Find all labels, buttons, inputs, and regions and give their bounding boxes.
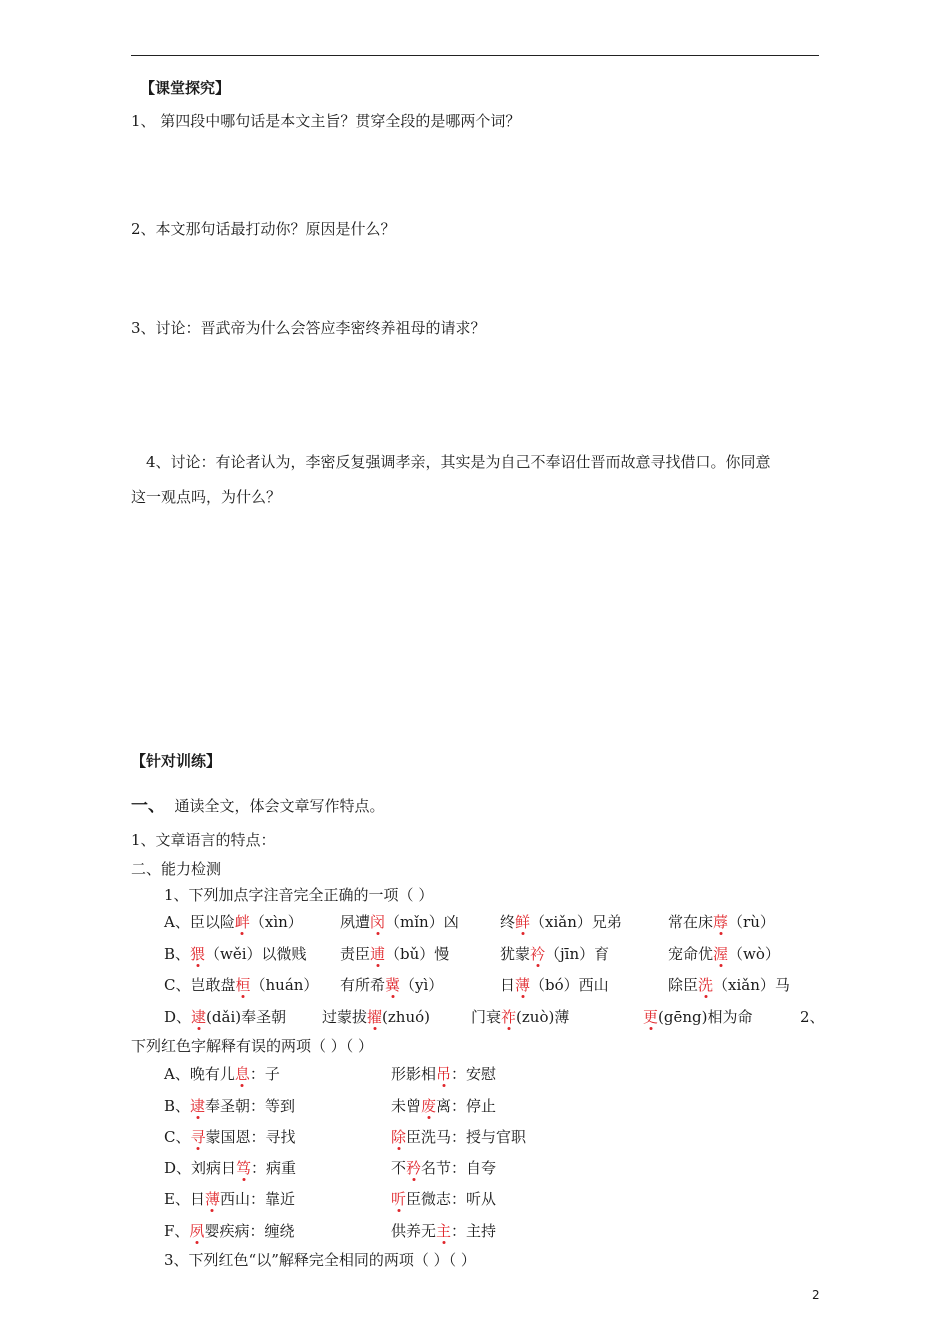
text-fragment: 婴疾病：缠绕 [204,1222,295,1240]
section-title-training: 【针对训练】 [131,752,222,770]
dotted-char: 薄 [204,1190,220,1208]
dotted-char: 薄 [515,976,531,994]
ex1-option-a-part-1 [164,912,303,932]
dotted-char: 矜 [406,1159,422,1177]
dotted-char: 逮 [190,1097,206,1115]
text-fragment: (zuò)薄 [516,1008,570,1026]
ex1-option-d-part-3 [471,1007,569,1027]
ex1-option-a-part-4 [668,912,775,932]
ex2-right-text [391,1128,526,1146]
ex2-option-c-right [391,1127,526,1147]
ex2-option-f-right [391,1221,496,1241]
text-fragment: （yì） [400,976,444,994]
dotted-char: 擢 [367,1008,383,1026]
ex1-option-d-part-4 [643,1007,752,1027]
ex1-option-a-part-3 [500,912,622,932]
text-fragment: D、刘病日 [164,1159,237,1177]
text-fragment: 西山：靠近 [219,1190,295,1208]
question-4-line2: 这一观点吗，为什么？ [131,488,282,506]
text-fragment: （rù） [728,913,775,931]
text-fragment: F、 [164,1222,190,1240]
text-fragment: 犹蒙 [500,945,531,963]
ex2-left-text [164,1065,280,1083]
text-fragment: (zhuó) [382,1008,430,1026]
question-2: 2、本文那句话最打动你？原因是什么？ [131,220,396,238]
text-fragment: （bǔ）慢 [385,945,450,963]
ex2-left-text [164,1097,295,1115]
text-fragment: 离：停止 [436,1097,497,1115]
dotted-char: 衿 [530,945,546,963]
dotted-char: 衅 [234,913,250,931]
ex1-option-c-part-1 [164,975,318,995]
exercise-3-title: 3、下列红色“以”解释完全相同的两项（ ）（ ） [164,1251,476,1269]
dotted-char: 听 [391,1190,407,1208]
text-fragment: （wěi）以微贱 [205,945,307,963]
text-fragment: 名节：自夸 [421,1159,497,1177]
text-fragment: （xiǎn）马 [713,976,790,994]
ex2-left-text [164,1128,296,1146]
ex2-right-text [391,1097,496,1115]
text-fragment: D、 [164,1008,192,1026]
part-1-text: 通读全文，体会文章写作特点。 [174,797,385,815]
dotted-char: 废 [421,1097,437,1115]
dotted-char: 逮 [191,1008,207,1026]
text-fragment: 除臣 [668,976,699,994]
ex2-right-text [391,1190,496,1208]
dotted-char: 鲜 [515,913,531,931]
part-1-heading [131,796,385,816]
text-fragment: 不 [391,1159,407,1177]
text-fragment: 形影相 [391,1065,437,1083]
dotted-char: 祚 [501,1008,517,1026]
text-fragment: ：子 [249,1065,280,1083]
text-fragment: 未曾 [391,1097,422,1115]
ex2-left-text [164,1159,296,1177]
part-2-heading: 二、能力检测 [131,860,222,878]
text-fragment: 有所希 [340,976,386,994]
ex2-option-a-left [164,1064,280,1084]
dotted-char: 渥 [713,945,729,963]
ex2-left-text [164,1222,294,1240]
ex1-option-c-part-4 [668,975,790,995]
text-fragment: （xiǎn）兄弟 [530,913,622,931]
ex2-option-e-right [391,1189,496,1209]
question-1: 1、 第四段中哪句话是本文主旨？贯穿全段的是哪两个词？ [131,112,521,130]
text-fragment: (dǎi)奉圣朝 [206,1008,287,1026]
ex2-left-text [164,1190,295,1208]
ex1-option-a-part-2 [340,912,459,932]
text-fragment: 日 [500,976,516,994]
dotted-char: 更 [643,1008,659,1026]
text-fragment: 供养无 [391,1222,437,1240]
ex1-option-c-part-2 [340,975,443,995]
text-fragment: 臣微志：听从 [406,1190,497,1208]
text-fragment: （jīn）育 [545,945,610,963]
text-fragment: A、臣以险 [164,913,235,931]
text-fragment: ：病重 [251,1159,297,1177]
exercise-2-title: 下列红色字解释有误的两项（ ）（ ） [131,1037,374,1055]
ex2-option-f-left [164,1221,294,1241]
part-1-number: 一、 [131,796,165,816]
text-fragment: 夙遭 [340,913,371,931]
page-number: 2 [812,1288,820,1302]
ex2-option-d-left [164,1158,296,1178]
ex2-option-d-right [391,1158,496,1178]
ex2-option-b-left [164,1096,295,1116]
text-fragment: (gēng)相为命 [658,1008,753,1026]
dotted-char: 笃 [236,1159,252,1177]
text-fragment: C、岂敢盘 [164,976,236,994]
exercise-2-number: 2、 [800,1008,825,1026]
dotted-char: 主 [436,1222,452,1240]
text-fragment: （huán） [250,976,319,994]
text-fragment: 奉圣朝：等到 [205,1097,296,1115]
dotted-char: 桓 [235,976,251,994]
dotted-char: 闵 [370,913,386,931]
text-fragment: 常在床 [668,913,714,931]
ex1-option-c-part-3 [500,975,609,995]
text-fragment: 臣洗马：授与官职 [406,1128,527,1146]
ex1-option-d-part-2 [322,1007,430,1027]
section-title-explore: 【课堂探究】 [140,79,231,97]
dotted-char: 除 [391,1128,407,1146]
ex2-right-text [391,1222,496,1240]
ex2-option-a-right [391,1064,496,1084]
text-fragment: 蒙国恩：寻找 [205,1128,296,1146]
exercise-1-title: 1、下列加点字注音完全正确的一项（ ） [164,886,434,904]
header-rule [131,55,819,56]
ex1-option-b-part-2 [340,944,449,964]
dotted-char: 猥 [190,945,206,963]
text-fragment: 终 [500,913,516,931]
ex2-option-b-right [391,1096,496,1116]
dotted-char: 冀 [385,976,401,994]
question-3: 3、讨论：晋武帝为什么会答应李密终养祖母的请求？ [131,319,486,337]
text-fragment: （wò） [728,945,780,963]
text-fragment: C、 [164,1128,191,1146]
dotted-char: 吊 [436,1065,452,1083]
text-fragment: （xìn） [249,913,303,931]
text-fragment: B、 [164,945,191,963]
ex2-option-c-left [164,1127,296,1147]
ex1-option-d-part-1 [164,1007,286,1027]
text-fragment: 门衰 [471,1008,502,1026]
dotted-char: 息 [234,1065,250,1083]
question-4-line1: 4、讨论：有论者认为，李密反复强调孝亲，其实是为自己不奉诏仕晋而故意寻找借口。你同意 [146,453,771,471]
dotted-char: 寻 [190,1128,206,1146]
ex2-option-e-left [164,1189,295,1209]
text-fragment: 宠命优 [668,945,714,963]
text-fragment: ：安慰 [451,1065,497,1083]
dotted-char: 蓐 [713,913,729,931]
item-1-language: 1、文章语言的特点： [131,831,276,849]
ex1-option-b-part-4 [668,944,780,964]
text-fragment: A、晚有儿 [164,1065,235,1083]
ex1-option-b-part-3 [500,944,609,964]
text-fragment: （mǐn）凶 [385,913,459,931]
dotted-char: 逋 [370,945,386,963]
text-fragment: B、 [164,1097,191,1115]
ex2-right-text [391,1065,496,1083]
text-fragment: 责臣 [340,945,371,963]
text-fragment: E、日 [164,1190,205,1208]
text-fragment: ：主持 [451,1222,497,1240]
ex1-option-b-part-1 [164,944,307,964]
ex2-right-text [391,1159,496,1177]
text-fragment: 过蒙拔 [322,1008,368,1026]
text-fragment: （bó）西山 [530,976,609,994]
dotted-char: 夙 [189,1222,205,1240]
dotted-char: 洗 [698,976,714,994]
